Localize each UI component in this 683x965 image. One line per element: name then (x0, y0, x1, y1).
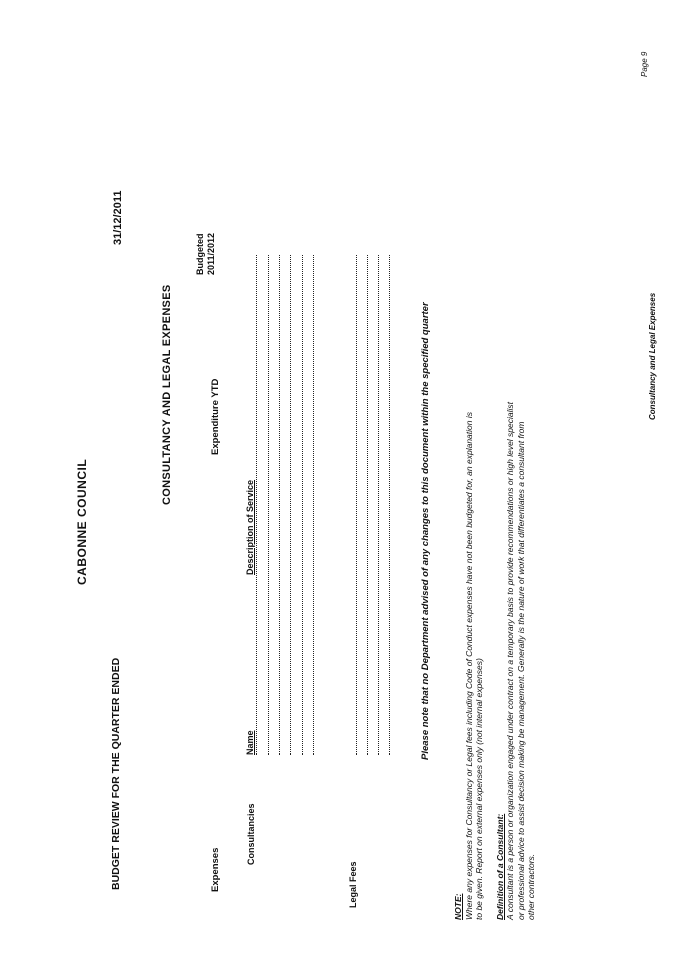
consultancies-label: Consultancies (246, 803, 256, 865)
council-title: CABONNE COUNCIL (75, 458, 89, 585)
note-line2: to be given. Report on external expenses only (not internal expenses) (474, 658, 484, 920)
definition-paragraph (495, 300, 537, 920)
quarter-date: 31/12/2011 (112, 190, 124, 245)
consultancy-entry-line (268, 255, 269, 755)
definition-heading: Definition of a Consultant: (494, 813, 505, 920)
page-number: Page 9 (640, 51, 649, 77)
legal-entry-line (378, 255, 379, 755)
name-heading: Name (245, 730, 255, 755)
column-expenditure-ytd: Expenditure YTD (210, 378, 221, 455)
consultancy-entry-line (302, 255, 303, 755)
column-budgeted (195, 233, 217, 275)
consultancy-entry-line (279, 255, 280, 755)
legal-entry-line (389, 255, 390, 755)
note-paragraph (453, 300, 485, 920)
note-heading: NOTE: (453, 893, 463, 920)
footer-title: Consultancy and Legal Expenses (648, 292, 657, 420)
legal-entry-line (367, 255, 368, 755)
column-budgeted-line2: 2011/2012 (206, 232, 216, 275)
notes-block (453, 300, 544, 920)
department-note: Please note that no Department advised of any changes to this document within the specified quarter (420, 302, 431, 760)
consultancy-entry-line (290, 255, 291, 755)
definition-line1: A consultant is a person or organization engaged under contract on a temporary basis to provide recommendations or high level specialist (505, 401, 515, 920)
note-line1: Where any expenses for Consultancy or Legal fees including Code of Conduct expenses have not been budgeted for, an explanation is (463, 412, 474, 920)
consultancy-entry-line (313, 255, 314, 755)
definition-line2: or professional advice to assist decision making be management. Generally is the nature of work that differentiates a consultant from (515, 421, 526, 920)
column-budgeted-line1: Budgeted (195, 233, 205, 275)
legal-entry-line (356, 255, 357, 755)
report-period-label: BUDGET REVIEW FOR THE QUARTER ENDED (110, 657, 122, 890)
definition-line3: other contractors. (526, 853, 536, 920)
legal-fees-label: Legal Fees (348, 861, 358, 908)
description-heading: Description of Service (245, 479, 255, 575)
column-expenses: Expenses (210, 847, 221, 892)
document-subtitle: CONSULTANCY AND LEGAL EXPENSES (161, 284, 173, 505)
consultancy-entry-line (256, 255, 257, 755)
